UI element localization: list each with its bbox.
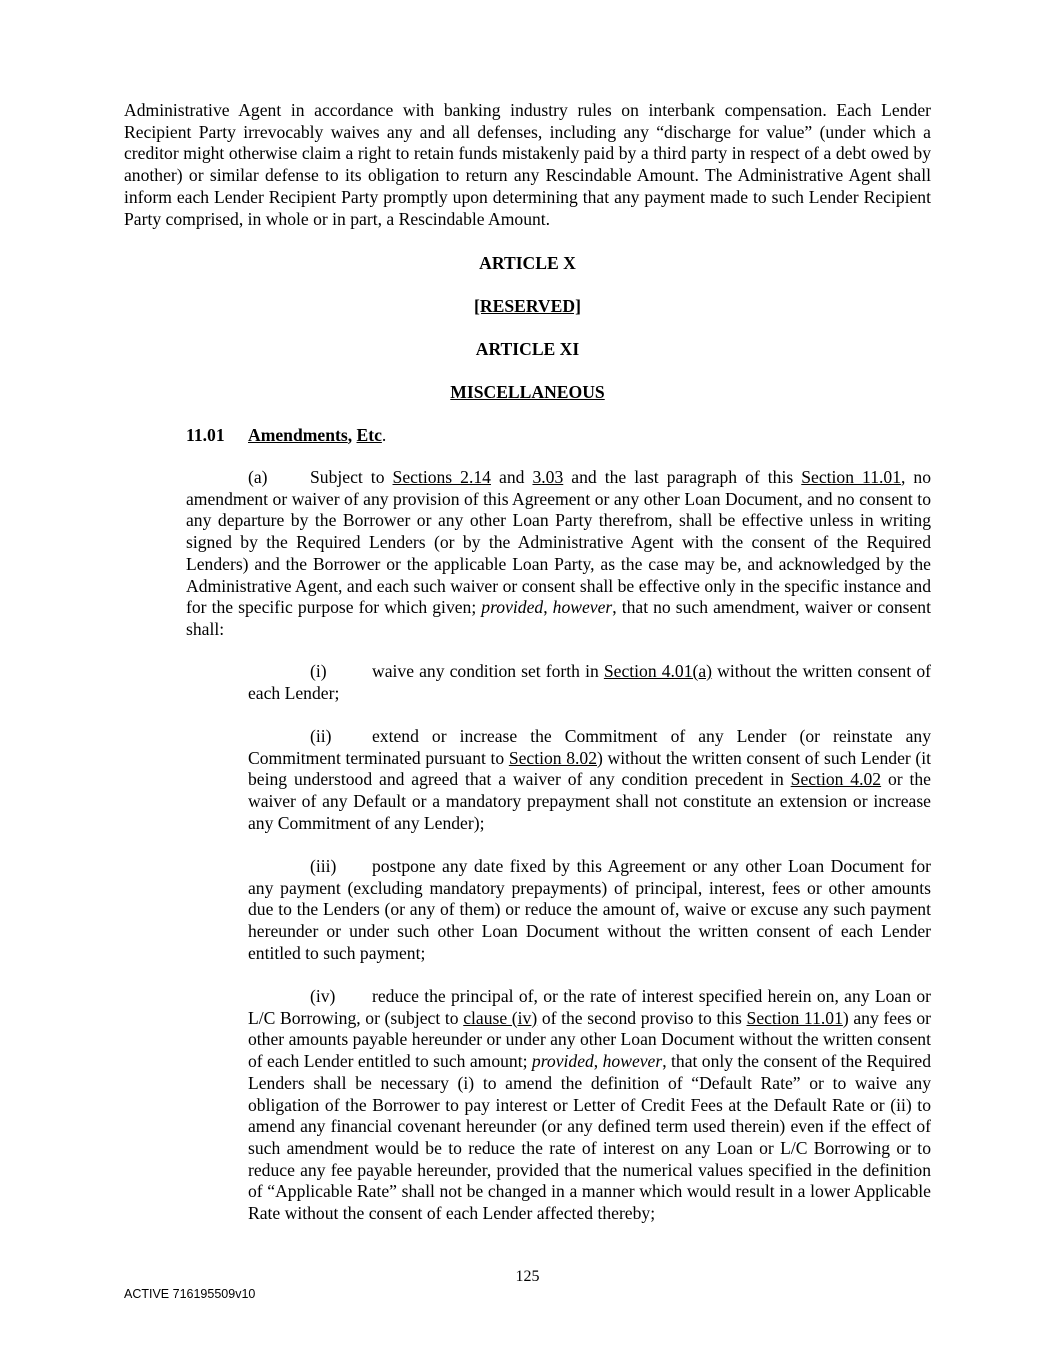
item-ii bbox=[248, 726, 931, 835]
item-iv-label: (iv) bbox=[310, 986, 336, 1006]
section-title: Amendments bbox=[248, 425, 348, 445]
item-ii-text-1: extend or increase the Commitment of any Lender (or reinstate any Commitment terminated pursuant to bbox=[248, 726, 931, 768]
ref-section-11-01-b[interactable]: Section 11.01 bbox=[746, 1007, 843, 1028]
ref-section-4-01a[interactable]: Section 4.01(a) bbox=[603, 661, 713, 681]
item-i-label: (i) bbox=[310, 661, 327, 681]
section-title-suffix-sep: , bbox=[347, 425, 357, 445]
item-iii-label: (iii) bbox=[310, 856, 337, 876]
intro-text: Administrative Agent in accordance with banking industry rules on interbank compensation. Each Lender Recipient Party irrevocably waives any and all defenses, including any “discharge for value” (under which a creditor might otherwise claim a right to retain funds mistakenly paid by a third party in respect of a debt owed by another) or similar defense to its obligation to return any Rescindable Amount. The Administrative Agent shall inform each Lender Recipient Party promptly upon determining that any payment made to such Lender Recipient Party comprised, in whole or in part, a Rescindable Amount. bbox=[124, 100, 931, 229]
para-a-text-3: and the last paragraph of this bbox=[563, 467, 802, 487]
item-iv-text-2: of the second proviso to this bbox=[537, 1007, 747, 1028]
item-ii-text-3: or the waiver of any Default or a mandatory prepayment shall not constitute an extension or increase any Commitment of any Lender); bbox=[248, 769, 931, 833]
article-x-heading: ARTICLE X bbox=[479, 253, 576, 273]
item-iv-text-4: , bbox=[593, 1051, 603, 1072]
ref-sections-2-14[interactable]: Sections 2.14 bbox=[392, 467, 491, 487]
item-iv-text-1: reduce the principal of, or the rate of interest specified herein on, any Loan or L/C Borrowing, or (subject to bbox=[248, 986, 931, 1028]
ref-clause-iv[interactable]: clause (iv) bbox=[463, 1007, 538, 1028]
article-xi-heading: ARTICLE XI bbox=[475, 339, 580, 359]
item-ii-label: (ii) bbox=[310, 726, 332, 746]
section-number: 11.01 bbox=[186, 425, 225, 445]
section-title-suffix: Etc bbox=[356, 425, 382, 445]
ref-3-03[interactable]: 3.03 bbox=[532, 467, 564, 487]
para-a-text-5: , bbox=[543, 597, 553, 618]
para-a-text-6: , that no such amendment, waiver or consent shall: bbox=[186, 597, 931, 639]
ref-section-4-02[interactable]: Section 4.02 bbox=[790, 769, 882, 790]
para-a-provided: provided bbox=[481, 597, 544, 618]
item-ii-text-2: ) without the written consent of such Lender (it being understood and agreed that a waiver of any condition precedent in bbox=[248, 747, 931, 790]
item-i-text-2: without the written consent of each Lender; bbox=[248, 661, 931, 703]
article-xi-subtitle: MISCELLANEOUS bbox=[450, 382, 605, 402]
ref-section-11-01[interactable]: Section 11.01 bbox=[801, 467, 901, 487]
item-iv bbox=[248, 986, 931, 1225]
paragraph-a bbox=[186, 467, 931, 641]
ref-section-8-02[interactable]: Section 8.02 bbox=[508, 747, 598, 768]
para-a-text-1: Subject to bbox=[310, 467, 393, 487]
item-iv-however: however bbox=[602, 1051, 663, 1072]
item-iv-provided: provided bbox=[531, 1051, 594, 1072]
para-a-text-4: , no amendment or waiver of any provision of this Agreement or any other Loan Document, and no consent to any departure by the Borrower or any other Loan Party therefrom, shall be effective unless in writing signed by the Required Lenders (or by the Administrative Agent with the consent of the Required Lenders) and the Borrower or the applicable Loan Party, as the case may be, and acknowledged by the Administrative Agent, and each such waiver or consent shall be effective only in the specific instance and for the specific purpose for which given; bbox=[186, 467, 932, 618]
article-x-subtitle-wrap bbox=[0, 295, 1055, 317]
item-iii bbox=[248, 856, 931, 965]
page-number: 125 bbox=[515, 1268, 540, 1285]
section-heading bbox=[186, 424, 931, 446]
para-a-text-2: and bbox=[490, 467, 533, 487]
document-id: ACTIVE 716195509v10 bbox=[124, 1287, 256, 1301]
item-i-text-1: waive any condition set forth in bbox=[372, 661, 604, 681]
item-iii-text: postpone any date fixed by this Agreement or any other Loan Document for any payment (excluding mandatory prepayments) of principal, interest, fees or other amounts due to the Lenders (or any of them) or reduce the amount of, waive or excuse any such payment hereunder or under such other Loan Document without the written consent of each Lender entitled to such payment; bbox=[248, 856, 931, 963]
intro-paragraph bbox=[124, 100, 931, 230]
item-iv-text-3: ) any fees or other amounts payable hereunder or under any other Loan Document without the written consent of each Lender entitled to such amount; bbox=[248, 1007, 932, 1072]
article-x-subtitle: [RESERVED] bbox=[474, 296, 581, 316]
article-xi-subtitle-wrap bbox=[0, 381, 1055, 403]
section-title-period: . bbox=[381, 425, 387, 445]
item-iv-text-5: , that only the consent of the Required Lenders shall be necessary (i) to amend the definition of “Default Rate” or to waive any obligation of the Borrower to pay interest or Letter of Credit Fees at the Default Rate or (ii) to amend any financial covenant hereunder (or any defined term used therein) even if the effect of such amendment would be to reduce the rate of interest on any Loan or L/C Borrowing or to reduce any fee payable hereunder, provided that the numerical values specified in the definition of “Applicable Rate” shall not be changed in a manner which would result in a lower Applicable Rate without the consent of each Lender affected thereby; bbox=[248, 1051, 931, 1224]
para-a-however: however bbox=[552, 597, 613, 618]
item-i bbox=[248, 661, 931, 704]
paragraph-a-label: (a) bbox=[248, 467, 268, 487]
